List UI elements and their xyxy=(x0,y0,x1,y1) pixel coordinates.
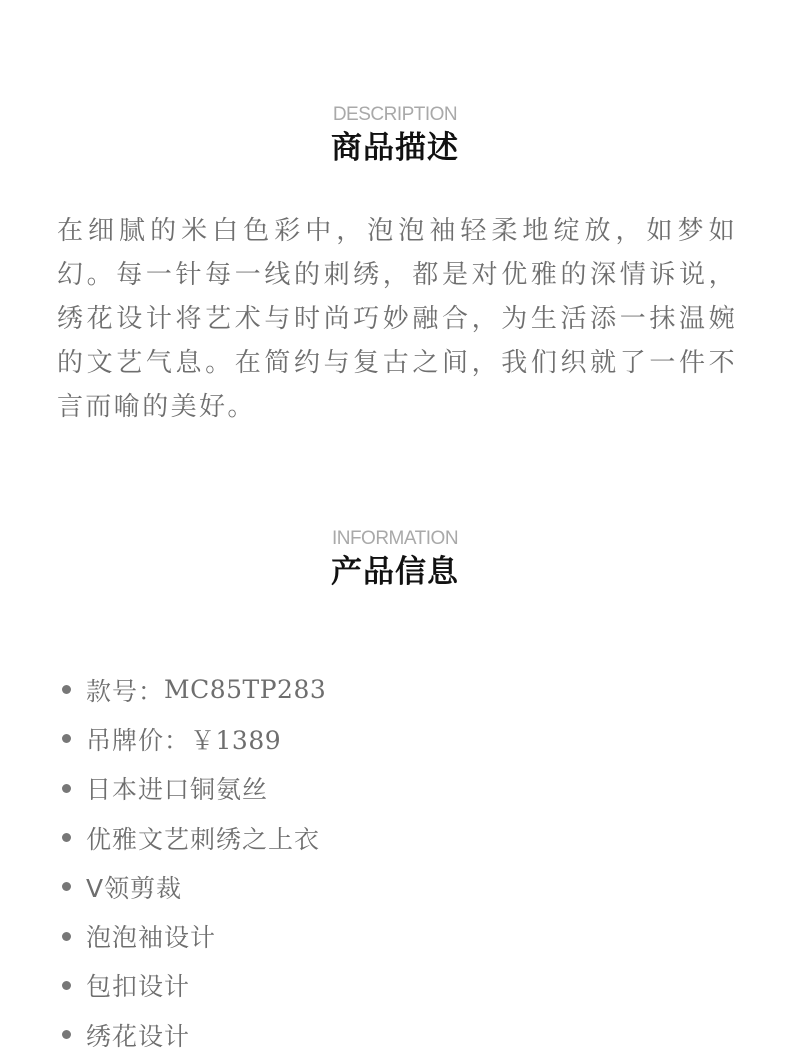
spec-item-style-number xyxy=(60,665,326,714)
spec-label: 绣花设计 xyxy=(86,1021,191,1051)
bullet-icon xyxy=(62,1030,71,1039)
spec-value: ￥1389 xyxy=(190,725,282,755)
spec-label: 泡泡袖设计 xyxy=(86,923,217,953)
spec-list xyxy=(60,665,326,1059)
bullet-icon xyxy=(62,784,71,793)
bullet-icon xyxy=(62,685,71,694)
spec-item-buttons xyxy=(60,961,326,1010)
bullet-icon xyxy=(62,882,71,891)
spec-label: 吊牌价： xyxy=(86,725,191,755)
spec-item-embroidery xyxy=(60,1010,326,1059)
information-title: 产品信息 xyxy=(331,554,459,590)
spec-item-neckline xyxy=(60,862,326,911)
spec-value: MC85TP283 xyxy=(164,675,327,705)
spec-label: V领剪裁 xyxy=(86,873,183,903)
information-eyebrow: INFORMATION xyxy=(331,528,459,549)
spec-label: 款号： xyxy=(86,676,165,706)
description-body: 在细腻的米白色彩中，泡泡袖轻柔地绽放，如梦如幻。每一针每一线的刺绣，都是对优雅的深情诉说，绣花设计将艺术与时尚巧妙融合，为生活添一抹温婉的文艺气息。在简约与复古之间，我们织就了一件不言而喻的美好。 xyxy=(57,216,737,422)
bullet-icon xyxy=(62,734,71,743)
spec-label: 日本进口铜氨丝 xyxy=(86,775,269,805)
spec-label: 优雅文艺刺绣之上衣 xyxy=(86,824,321,854)
bullet-icon xyxy=(62,833,71,842)
bullet-icon xyxy=(62,981,71,990)
spec-item-sleeve xyxy=(60,911,326,960)
description-title: 商品描述 xyxy=(331,130,459,166)
bullet-icon xyxy=(62,932,71,941)
information-section xyxy=(0,470,790,1057)
spec-item-style xyxy=(60,813,326,862)
spec-label: 包扣设计 xyxy=(86,972,191,1002)
spec-item-tag-price xyxy=(60,714,326,763)
spec-item-material xyxy=(60,764,326,813)
description-eyebrow: DESCRIPTION xyxy=(332,104,458,125)
description-section xyxy=(0,0,790,470)
